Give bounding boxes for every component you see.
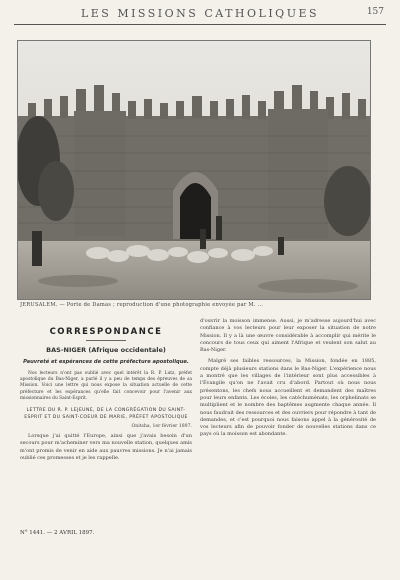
title-rule — [86, 340, 126, 341]
continued-paragraph: d'ouvrir la moisson immense. Aussi, je m'adresse aujourd'hui avec confiance à vos lecteurs pour leur exposer la situation de notre Mission. Il y a là une œuvre considérable à accomplir qui mérite le concours de tous ceux qui aiment l'Afrique et veulent son salut au Bas-Niger. — [200, 318, 376, 354]
intro-paragraph: Nos lecteurs n'ont pas oublié avec quel intérêt la R. P. Lutz, préfet apostolique du Bas-Niger, a parlé il y a peu de temps des épreuves de sa Mission. Voici une lettre qui nous expose la situation actuelle de cette préfecture et les espérances qu'elle fait concevoir pour l'avenir aux missionnaires du Saint-Esprit. — [20, 371, 192, 401]
photograph-damascus-gate — [17, 40, 371, 300]
article-subheading: Pauvreté et espérances de cette préfecture apostolique. — [23, 359, 189, 365]
left-column — [20, 318, 192, 466]
running-header — [14, 6, 386, 25]
issue-footer: N° 1441. — 2 AVRIL 1897. — [20, 530, 95, 536]
journal-title: LES MISSIONS CATHOLIQUES — [80, 7, 320, 20]
right-column — [200, 318, 376, 443]
letter-date: Onitsha, 1er février 1897. — [131, 424, 192, 430]
page-number: 157 — [366, 7, 384, 17]
letter-paragraph: Lorsque j'ai quitté l'Europe, ainsi que j'avais besoin d'un secours pour m'acheminer vers ma nouvelle station, quelques amis m'ont promis de venir en aide aux pauvres missions. Je n'ai jamais oublié ces promesses et je les rappelle. — [20, 433, 192, 461]
region-heading: BAS-NIGER (Afrique occidentale) — [46, 346, 166, 354]
photograph-city-gate-icon — [18, 41, 370, 299]
section-title: CORRESPONDANCE — [49, 327, 163, 337]
body-paragraph: Malgré ses faibles ressources, la Mission, fondée en 1885, compte déjà plusieurs stations dans le Bas-Niger. L'expérience nous a montré que les villages de l'intérieur sont plus accessibles à l'Évangile qu'on ne l'avait cru d'abord. Partout où nous nous présentons, les chefs nous accueillent et demandent des maîtres pour leurs enfants. Les écoles, les catéchuménats, les orphelinats se multiplient et le nombre des baptêmes augmente chaque année. Il nous faudrait des ressources et des ouvriers pour répondre à tant de demandes, et c'est pourquoi nous faisons appel à la générosité de vos lecteurs afin de pouvoir fonder de nouvelles stations dans ce pays où la moisson est abondante. — [200, 358, 376, 438]
photo-caption: JÉRUSALEM. — Porte de Damas ; reproduction d'une photographie envoyée par M. ... — [20, 302, 264, 308]
letter-heading: LETTRE DU R. P. LEJEUNE, DE LA CONGRÉGATION DU SAINT-ESPRIT ET DU SAINT-COEUR DE MARIE, PRÉFET APOSTOLIQUE — [24, 408, 188, 420]
